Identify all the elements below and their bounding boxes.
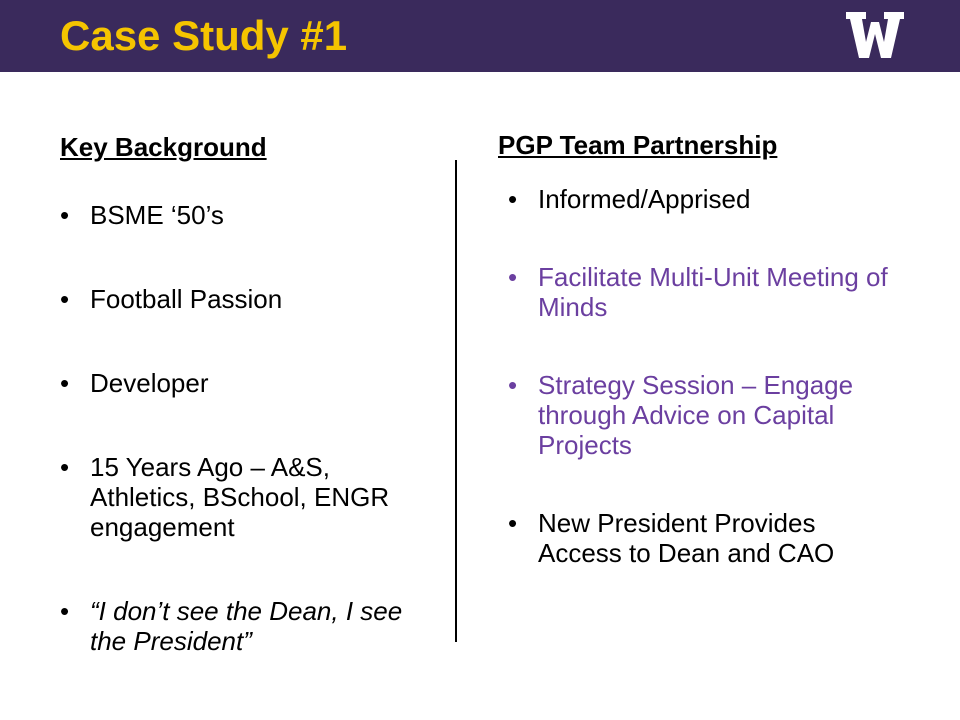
bullet-icon: •: [508, 508, 518, 538]
key-background-list: [60, 200, 440, 656]
bullet-icon: •: [60, 284, 70, 314]
uw-w-logo-icon: [846, 12, 904, 58]
pgp-team-partnership-heading: PGP Team Partnership: [498, 130, 778, 160]
bullet-icon: •: [508, 370, 518, 400]
bullet-icon: •: [60, 596, 70, 626]
key-background-heading: Key Background: [60, 132, 267, 162]
pgp-partnership-list: [508, 184, 888, 568]
column-divider: [455, 160, 457, 642]
bullet-icon: •: [508, 262, 518, 292]
bullet-icon: •: [60, 452, 70, 482]
list-item: • Football Passion: [60, 284, 283, 314]
list-item: • Facilitate Multi-Unit Meeting of Minds: [508, 262, 888, 322]
header-bar: [0, 0, 960, 72]
list-item: • New President Provides Access to Dean and CAO: [508, 508, 835, 568]
bullet-icon: •: [508, 184, 518, 214]
list-item: • BSME ‘50’s: [60, 200, 224, 230]
slide-title: Case Study #1: [60, 12, 348, 59]
bullet-icon: •: [60, 200, 70, 230]
list-item: • “I don’t see the Dean, I see the President”: [60, 596, 403, 656]
bullet-icon: •: [60, 368, 70, 398]
list-item: • Informed/Apprised: [508, 184, 751, 214]
list-item: • Strategy Session – Engage through Advice on Capital Projects: [508, 370, 854, 460]
list-item: • 15 Years Ago – A&S, Athletics, BSchool, ENGR engagement: [60, 452, 390, 542]
list-item: • Developer: [60, 368, 209, 398]
